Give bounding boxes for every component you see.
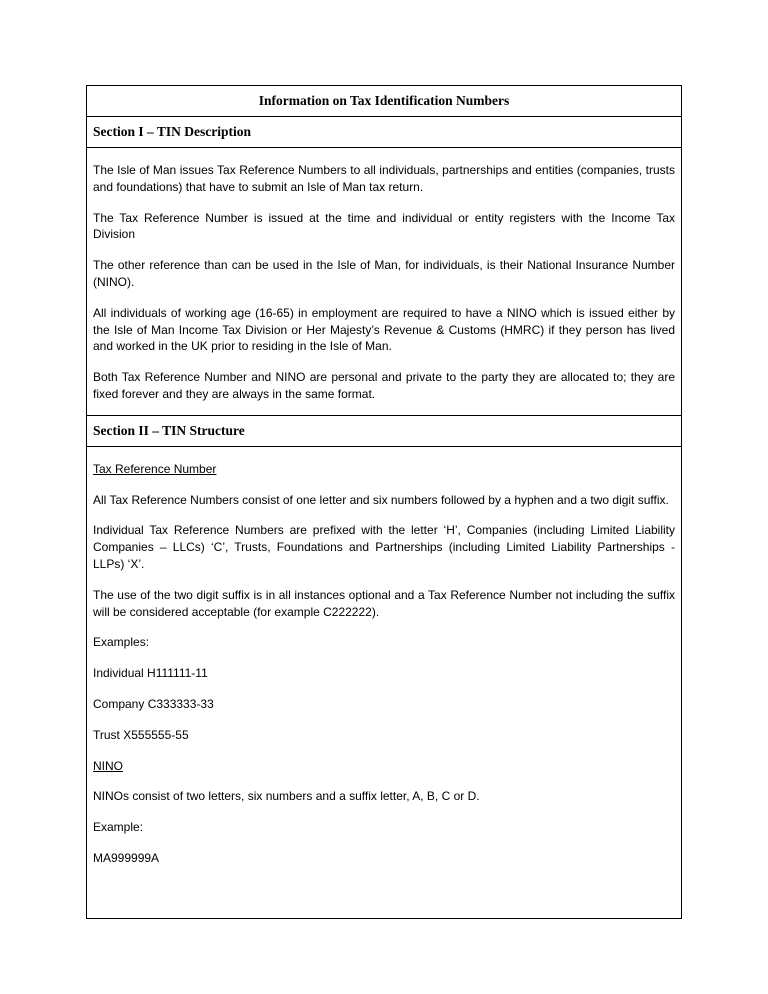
section-2-body [87,447,681,918]
example-trust: Trust X555555-55 [93,727,189,742]
paragraph: The Isle of Man issues Tax Reference Numbers to all individuals, partnerships and entities (companies, trusts and foundations) that have to submit an Isle of Man tax return. [93,163,675,194]
section-1-heading: Section I – TIN Description [87,117,681,148]
paragraph: All individuals of working age (16-65) in employment are required to have a NINO which is issued either by the Isle of Man Income Tax Division or Her Majesty’s Revenue & Customs (HMRC) if they person has lived and worked in the UK prior to residing in the Isle of Man. [93,305,675,354]
tin-information-table [86,85,682,919]
example-company: Company C333333-33 [93,696,214,711]
example-label: Example: [93,820,144,835]
paragraph: All Tax Reference Numbers consist of one letter and six numbers followed by a hyphen and a two digit suffix. [93,492,669,507]
nino-subheading: NINO [93,758,123,773]
document-title: Information on Tax Identification Numbers [87,86,681,117]
paragraph: Individual Tax Reference Numbers are prefixed with the letter ‘H’, Companies (including Limited Liability Companies – LLCs) ‘C’, Trusts, Foundations and Partnerships (including Limited Liability Partnerships - LLPs) ‘X’. [93,523,675,571]
section-1-body [87,148,681,416]
example-nino: MA999999A [93,850,160,865]
paragraph: The Tax Reference Number is issued at the time and individual or entity registers with the Income Tax Division [93,210,675,242]
example-individual: Individual H111111-11 [93,666,208,681]
paragraph: The use of the two digit suffix is in all instances optional and a Tax Reference Number not including the suffix will be considered acceptable (for example C222222). [93,587,675,619]
paragraph: Both Tax Reference Number and NINO are personal and private to the party they are allocated to; they are fixed forever and they are always in the same format. [93,370,675,401]
examples-label: Examples: [93,635,150,650]
paragraph: The other reference than can be used in the Isle of Man, for individuals, is their National Insurance Number (NINO). [93,258,675,289]
section-2-heading: Section II – TIN Structure [87,416,681,447]
tax-reference-subheading: Tax Reference Number [93,461,217,476]
paragraph: NINOs consist of two letters, six numbers and a suffix letter, A, B, C or D. [93,789,480,804]
